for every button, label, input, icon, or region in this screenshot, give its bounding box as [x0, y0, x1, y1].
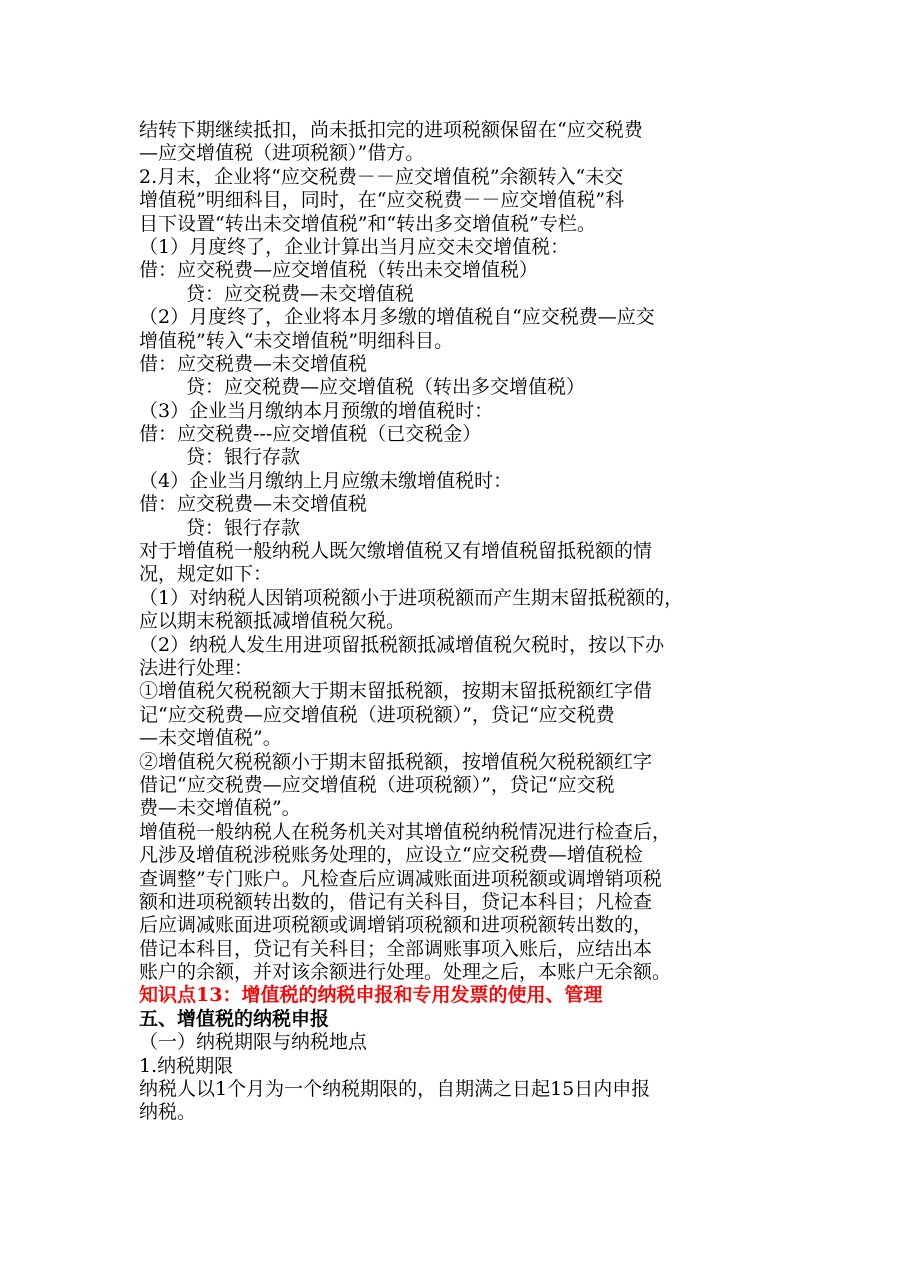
section-heading: 五、增值税的纳税申报	[139, 1007, 330, 1030]
text-line: （2）纳税人发生用进项留抵税额抵减增值税欠税时，按以下办	[139, 633, 665, 656]
text-line: （2）月度终了，企业将本月多缴的增值税自“应交税费—应交	[139, 306, 655, 329]
text-line: 额和进项税额转出数的，借记有关科目，贷记本科目；凡检查	[139, 890, 653, 913]
text-line: 借：应交税费—未交增值税	[139, 493, 368, 516]
text-line: 法进行处理：	[139, 656, 254, 679]
text-line: ②增值税欠税税额小于期末留抵税额，按增值税欠税税额红字	[139, 750, 653, 773]
document-page	[139, 119, 779, 1125]
text-line: —未交增值税”。	[139, 727, 282, 750]
text-line: （3）企业当月缴纳本月预缴的增值税时：	[139, 399, 494, 422]
text-line: 增值税一般纳税人在税务机关对其增值税纳税情况进行检查后，	[139, 820, 672, 843]
text-line: 对于增值税一般纳税人既欠缴增值税又有增值税留抵税额的情	[139, 540, 653, 563]
text-line: 目下设置“转出未交增值税”和“转出多交增值税”专栏。	[139, 212, 596, 235]
text-line: 贷：应交税费—未交增值税	[186, 282, 415, 305]
text-line: 借记本科目，贷记有关科目；全部调账事项入账后，应结出本	[139, 937, 653, 960]
text-line: 况，规定如下：	[139, 563, 273, 586]
text-line: 应以期末税额抵减增值税欠税。	[139, 610, 406, 633]
text-line: 增值税”转入“未交增值税”明细科目。	[139, 329, 454, 352]
text-line: （一）纳税期限与纳税地点	[139, 1031, 368, 1054]
text-line: 纳税人以1个月为一个纳税期限的，自期满之日起15日内申报	[139, 1078, 651, 1101]
text-line: 纳税。	[139, 1101, 197, 1124]
text-line: 2.月末，企业将“应交税费－－应交增值税”余额转入“未交	[139, 165, 624, 188]
text-line: 凡涉及增值税涉税账务处理的，应设立“应交税费—增值税检	[139, 844, 643, 867]
text-line: 贷：应交税费—应交增值税（转出多交增值税）	[186, 376, 586, 399]
text-line: 记“应交税费—应交增值税（进项税额）”，贷记“应交税费	[139, 703, 615, 726]
text-line: 借：应交税费—未交增值税	[139, 352, 368, 375]
text-line: 贷：银行存款	[186, 446, 301, 469]
text-line: 借：应交税费—应交增值税（转出未交增值税）	[139, 259, 539, 282]
text-line: ①增值税欠税税额大于期末留抵税额，按期末留抵税额红字借	[139, 680, 653, 703]
text-line: —应交增值税（进项税额）”借方。	[139, 142, 425, 165]
text-line: 结转下期继续抵扣，尚未抵扣完的进项税额保留在“应交税费	[139, 119, 643, 141]
text-line: 借记“应交税费—应交增值税（进项税额）”，贷记“应交税	[139, 773, 615, 796]
text-line: 增值税”明细科目，同时，在“应交税费－－应交增值税”科	[139, 189, 625, 212]
text-line: 账户的余额，并对该余额进行处理。处理之后，本账户无余额。	[139, 961, 672, 984]
text-line: 1.纳税期限	[139, 1054, 234, 1077]
text-line: 查调整”专门账户。凡检查后应调减账面进项税额或调增销项税	[139, 867, 662, 890]
text-line: 后应调减账面进项税额或调增销项税额和进项税额转出数的，	[139, 914, 653, 937]
knowledge-point-heading: 知识点13：增值税的纳税申报和专用发票的使用、管理	[139, 984, 603, 1007]
text-line: （1）对纳税人因销项税额小于进项税额而产生期末留抵税额的，	[139, 586, 684, 609]
text-line: 借：应交税费---应交增值税（已交税金）	[139, 423, 482, 446]
text-line: （1）月度终了，企业计算出当月应交未交增值税：	[139, 235, 570, 258]
text-line: （4）企业当月缴纳上月应缴未缴增值税时：	[139, 469, 513, 492]
text-line: 费—未交增值税”。	[139, 797, 301, 820]
text-line: 贷：银行存款	[186, 516, 301, 539]
